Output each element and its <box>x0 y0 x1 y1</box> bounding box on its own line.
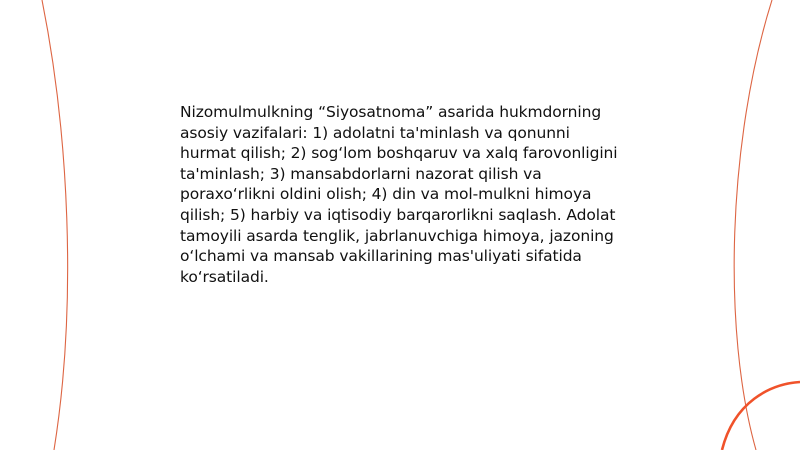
slide-body-text: Nizomulmulkning “Siyosatnoma” asarida hukmdorning asosiy vazifalari: 1) adolatni ta'minlash va qonunni hurmat qilish; 2) sog‘lom boshqaruv va xalq farovonligini ta'minlash; 3) mansabdorlarni nazorat qilish va poraxo‘rlikni oldini olish; 4) din va mol-mulkni himoya qilish; 5) harbiy va iqtisodiy barqarorlikni saqlash. Adolat tamoyili asarda tenglik, jabrlanuvchiga himoya, jazoning o‘lchami va mansab vakillarining mas'uliyati sifatida ko‘rsatiladi. <box>180 103 618 286</box>
left-thin-arc <box>42 0 68 450</box>
right-thin-arc <box>734 0 772 450</box>
bottom-right-accent-arc <box>722 382 800 450</box>
